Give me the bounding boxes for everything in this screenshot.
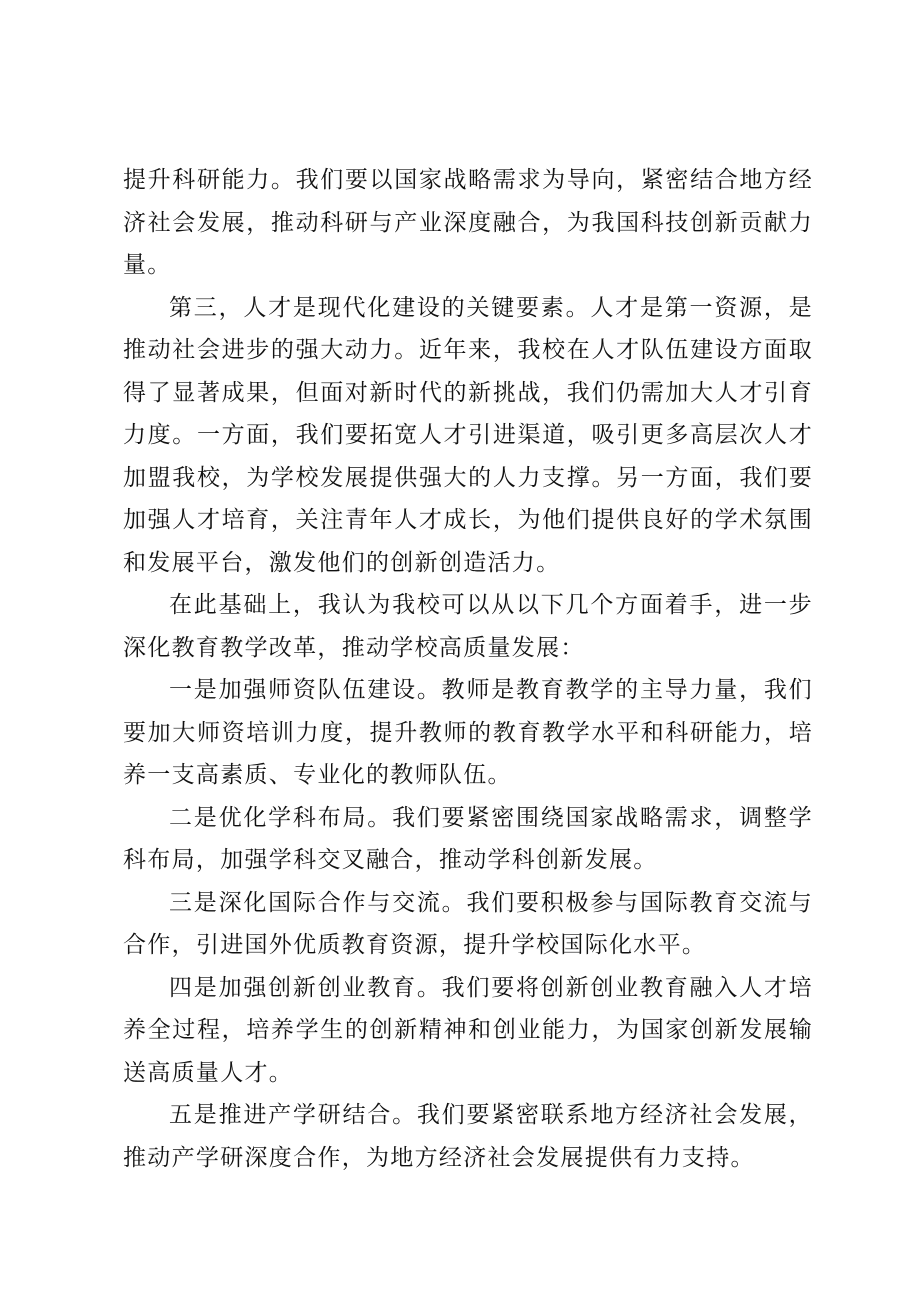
- paragraph-reform-intro: 在此基础上，我认为我校可以从以下几个方面着手，进一步深化教育教学改革，推动学校高质量发展：: [123, 592, 813, 661]
- document-body: [123, 159, 813, 1179]
- paragraph-item-discipline: 二是优化学科布局。我们要紧密围绕国家战略需求，调整学科布局，加强学科交叉融合，推动学科创新发展。: [123, 804, 813, 873]
- paragraph-talent: 第三，人才是现代化建设的关键要素。人才是第一资源，是推动社会进步的强大动力。近年来，我校在人才队伍建设方面取得了显著成果，但面对新时代的新挑战，我们仍需加大人才引育力度。一方面，我们要拓宽人才引进渠道，吸引更多高层次人才加盟我校，为学校发展提供强大的人力支撑。另一方面，我们要加强人才培育，关注青年人才成长，为他们提供良好的学术氛围和发展平台，激发他们的创新创造活力。: [123, 294, 813, 576]
- paragraph-item-entrepreneurship: 四是加强创新创业教育。我们要将创新创业教育融入人才培养全过程，培养学生的创新精神和创业能力，为国家创新发展输送高质量人才。: [123, 974, 813, 1086]
- paragraph-item-faculty: 一是加强师资队伍建设。教师是教育教学的主导力量，我们要加大师资培训力度，提升教师的教育教学水平和科研能力，培养一支高素质、专业化的教师队伍。: [123, 677, 813, 788]
- paragraph-continuation: 提升科研能力。我们要以国家战略需求为导向，紧密结合地方经济社会发展，推动科研与产业深度融合，为我国科技创新贡献力量。: [123, 167, 813, 278]
- paragraph-item-international: 三是深化国际合作与交流。我们要积极参与国际教育交流与合作，引进国外优质教育资源，提升学校国际化水平。: [123, 889, 813, 958]
- paragraph-item-industry: 五是推进产学研结合。我们要紧密联系地方经济社会发展，推动产学研深度合作，为地方经济社会发展提供有力支持。: [123, 1102, 813, 1171]
